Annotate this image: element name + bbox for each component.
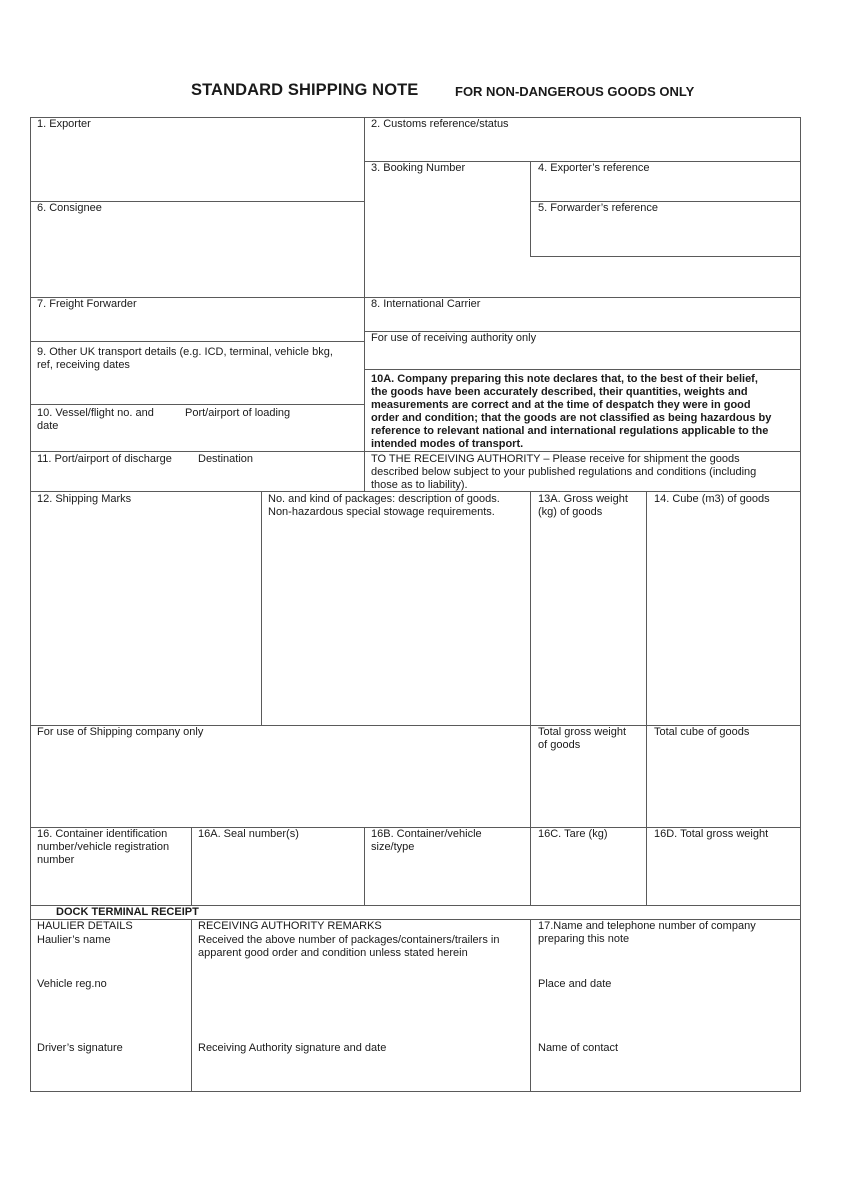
total-gross-weight-label: Total gross weight of goods bbox=[538, 726, 627, 751]
other-uk-transport-label: 9. Other UK transport details (e.g. ICD, terminal, vehicle bkg, ref, receiving dates bbox=[37, 346, 333, 371]
consignee-label: 6. Consignee bbox=[37, 202, 102, 214]
destination-label: Destination bbox=[198, 453, 254, 465]
shipping-company-use-label: For use of Shipping company only bbox=[37, 726, 204, 738]
vessel-flight-label: 10. Vessel/flight no. and date bbox=[37, 407, 154, 432]
hauliers-name-label: Haulier’s name bbox=[37, 934, 111, 946]
international-carrier-label: 8. International Carrier bbox=[371, 298, 481, 310]
name-of-contact-label: Name of contact bbox=[538, 1042, 619, 1054]
rule bbox=[646, 491, 647, 905]
cube-label: 14. Cube (m3) of goods bbox=[654, 493, 770, 505]
company-contact-label: 17.Name and telephone number of company preparing this note bbox=[538, 920, 756, 945]
rule bbox=[30, 451, 801, 452]
to-receiving-authority-text: TO THE RECEIVING AUTHORITY – Please receive for shipment the goods described below subject to your published regulations and conditions (including those as to liability). bbox=[371, 453, 757, 491]
rule bbox=[530, 161, 531, 256]
seal-numbers-label: 16A. Seal number(s) bbox=[198, 828, 299, 840]
form-border-bottom bbox=[30, 1091, 801, 1092]
rule bbox=[191, 919, 192, 1091]
gross-weight-label: 13A. Gross weight (kg) of goods bbox=[538, 493, 628, 518]
haulier-details-label: HAULIER DETAILS bbox=[37, 920, 133, 932]
shipping-marks-label: 12. Shipping Marks bbox=[37, 493, 132, 505]
form-border-left bbox=[30, 117, 31, 1092]
authority-signature-label: Receiving Authority signature and date bbox=[198, 1042, 387, 1054]
forwarders-reference-label: 5. Forwarder’s reference bbox=[538, 202, 659, 214]
freight-forwarder-label: 7. Freight Forwarder bbox=[37, 298, 137, 310]
rule bbox=[364, 117, 365, 491]
rule bbox=[364, 827, 365, 905]
rule bbox=[261, 491, 262, 725]
container-id-label: 16. Container identification number/vehicle registration number bbox=[37, 828, 170, 866]
tare-label: 16C. Tare (kg) bbox=[538, 828, 608, 840]
dock-terminal-receipt-heading: DOCK TERMINAL RECEIPT bbox=[56, 906, 199, 918]
packages-description-label: No. and kind of packages: description of goods. Non-hazardous special stowage requirements. bbox=[268, 493, 500, 518]
rule bbox=[364, 369, 801, 370]
booking-number-label: 3. Booking Number bbox=[371, 162, 466, 174]
rule bbox=[30, 404, 364, 405]
customs-reference-label: 2. Customs reference/status bbox=[371, 118, 509, 130]
port-of-discharge-label: 11. Port/airport of discharge bbox=[37, 453, 172, 465]
port-of-loading-label: Port/airport of loading bbox=[185, 407, 291, 419]
rule bbox=[530, 919, 531, 1091]
rule bbox=[30, 341, 364, 342]
total-gross-weight-16d-label: 16D. Total gross weight bbox=[654, 828, 769, 840]
page-title: STANDARD SHIPPING NOTE bbox=[191, 81, 419, 99]
page-subtitle: FOR NON-DANGEROUS GOODS ONLY bbox=[455, 84, 695, 99]
exporters-reference-label: 4. Exporter’s reference bbox=[538, 162, 650, 174]
rule bbox=[191, 827, 192, 905]
received-statement: Received the above number of packages/containers/trailers in apparent good order and condition unless stated herein bbox=[198, 934, 500, 959]
place-and-date-label: Place and date bbox=[538, 978, 612, 990]
rule bbox=[530, 256, 801, 257]
receiving-authority-use-label: For use of receiving authority only bbox=[371, 332, 537, 344]
exporter-label: 1. Exporter bbox=[37, 118, 91, 130]
form-border-right bbox=[800, 117, 801, 1092]
rule bbox=[530, 491, 531, 905]
receiving-authority-remarks-label: RECEIVING AUTHORITY REMARKS bbox=[198, 920, 382, 932]
vehicle-reg-label: Vehicle reg.no bbox=[37, 978, 107, 990]
container-size-label: 16B. Container/vehicle size/type bbox=[371, 828, 482, 853]
total-cube-label: Total cube of goods bbox=[654, 726, 750, 738]
drivers-signature-label: Driver’s signature bbox=[37, 1042, 123, 1054]
declaration-10a: 10A. Company preparing this note declares that, to the best of their belief, the goods have been accurately described, their quantities, weights and measurements are correct and at the time of despatch they were in good order and condition; that the goods are not classified as being hazardous by reference to relevant national and international regulations applicable to the intended modes of transport. bbox=[371, 373, 772, 450]
